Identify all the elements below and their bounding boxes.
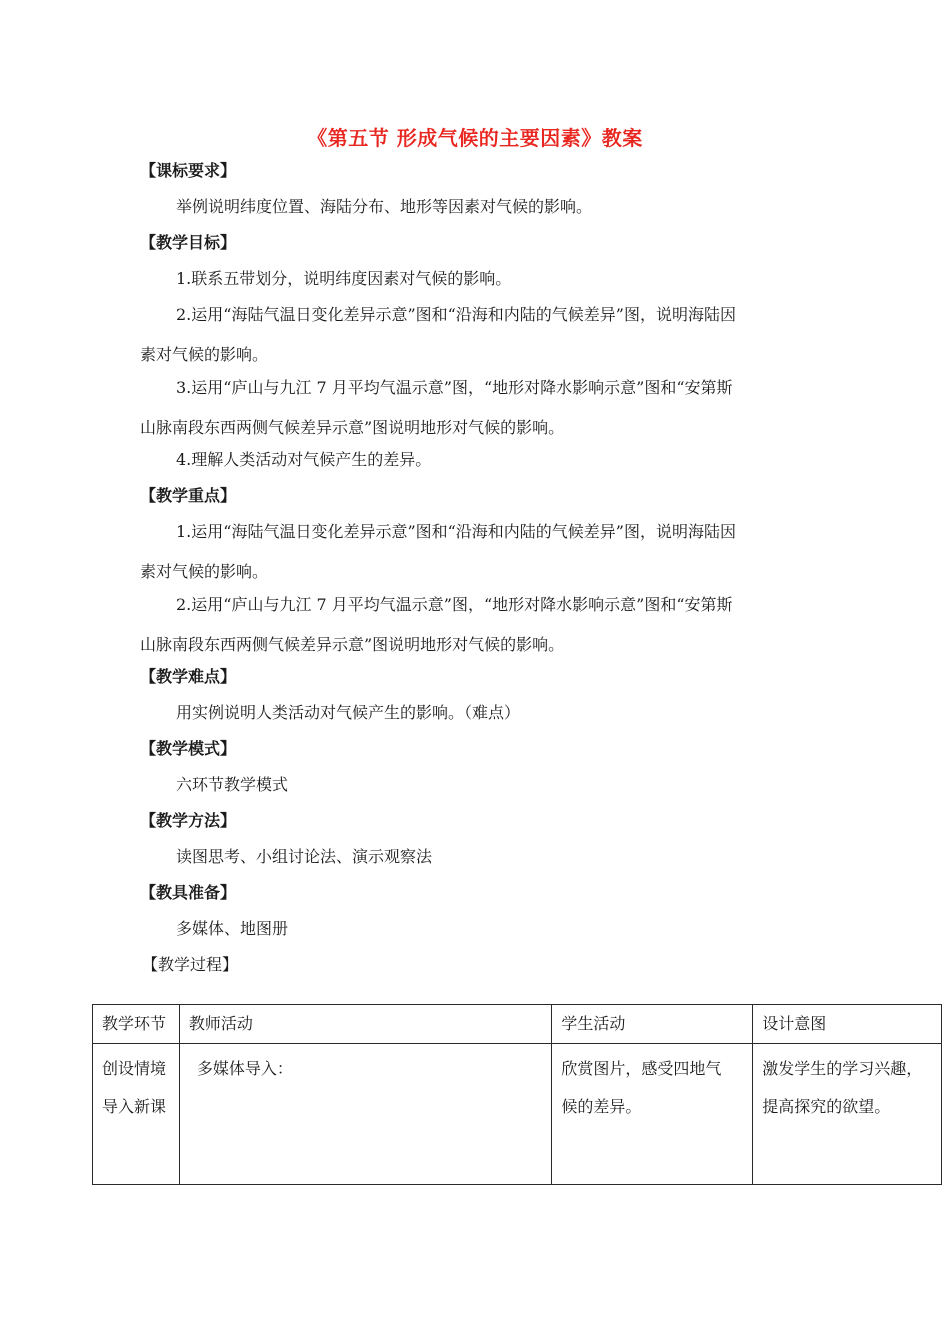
cell-student-activity — [552, 1044, 753, 1185]
goal-item-4: 4.理解人类活动对气候产生的差异。 — [176, 450, 432, 469]
mode-text: 六环节教学模式 — [176, 775, 289, 794]
teaching-process-table — [92, 1004, 942, 1185]
goal-item-2-line1: 2.运用“海陆气温日变化差异示意”图和“沿海和内陆的气候差异”图，说明海陆因 — [176, 305, 736, 324]
key-point-item-1 — [140, 512, 810, 592]
goal-item-3-line2: 山脉南段东西两侧气候差异示意”图说明地形对气候的影响。 — [140, 418, 565, 437]
header-design-intent: 设计意图 — [753, 1005, 942, 1044]
goal-item-3-line1: 3.运用“庐山与九江 7 月平均气温示意”图，“地形对降水影响示意”图和“安第斯 — [176, 378, 733, 397]
difficulties-heading: 【教学难点】 — [140, 667, 237, 686]
cell-intent-line1: 激发学生的学习兴趣， — [762, 1059, 923, 1078]
curriculum-heading: 【课标要求】 — [140, 161, 237, 180]
goal-item-1: 1.联系五带划分，说明纬度因素对气候的影响。 — [176, 269, 512, 288]
lesson-plan-body — [140, 158, 810, 982]
methods-text: 读图思考、小组讨论法、演示观察法 — [176, 847, 433, 866]
key-point-item-1-line2: 素对气候的影响。 — [140, 562, 269, 581]
table-row — [93, 1044, 942, 1185]
methods-heading: 【教学方法】 — [140, 811, 237, 830]
cell-intent-line2: 提高探究的欲望。 — [762, 1097, 891, 1116]
cell-student-line2: 候的差异。 — [561, 1097, 642, 1116]
document-title: 《第五节 形成气候的主要因素》教案 — [307, 126, 643, 150]
key-points-heading: 【教学重点】 — [140, 486, 237, 505]
tools-text: 多媒体、地图册 — [176, 919, 289, 938]
cell-stage-line1: 创设情境 — [102, 1059, 167, 1078]
cell-stage — [93, 1044, 180, 1185]
key-point-item-1-line1: 1.运用“海陆气温日变化差异示意”图和“沿海和内陆的气候差异”图，说明海陆因 — [176, 522, 736, 541]
goal-item-2-line2: 素对气候的影响。 — [140, 345, 269, 364]
difficulties-text: 用实例说明人类活动对气候产生的影响。（难点） — [176, 703, 521, 722]
header-stage: 教学环节 — [93, 1005, 180, 1044]
cell-design-intent — [753, 1044, 942, 1185]
cell-stage-line2: 导入新课 — [102, 1097, 167, 1116]
key-point-item-2 — [140, 585, 810, 665]
header-student-activity: 学生活动 — [552, 1005, 753, 1044]
tools-heading: 【教具准备】 — [140, 883, 237, 902]
table-header-row — [93, 1005, 942, 1044]
process-heading: 【教学过程】 — [142, 955, 239, 974]
header-teacher-activity: 教师活动 — [179, 1005, 552, 1044]
goal-item-3 — [140, 368, 810, 448]
goals-heading: 【教学目标】 — [140, 233, 237, 252]
cell-student-line1: 欣赏图片，感受四地气 — [561, 1059, 722, 1078]
key-point-item-2-line1: 2.运用“庐山与九江 7 月平均气温示意”图，“地形对降水影响示意”图和“安第斯 — [176, 595, 733, 614]
cell-teacher-text: 多媒体导入： — [196, 1059, 293, 1078]
mode-heading: 【教学模式】 — [140, 739, 237, 758]
cell-teacher-activity — [179, 1044, 552, 1185]
goal-item-2 — [140, 295, 810, 375]
curriculum-text: 举例说明纬度位置、海陆分布、地形等因素对气候的影响。 — [176, 197, 593, 216]
key-point-item-2-line2: 山脉南段东西两侧气候差异示意”图说明地形对气候的影响。 — [140, 635, 565, 654]
